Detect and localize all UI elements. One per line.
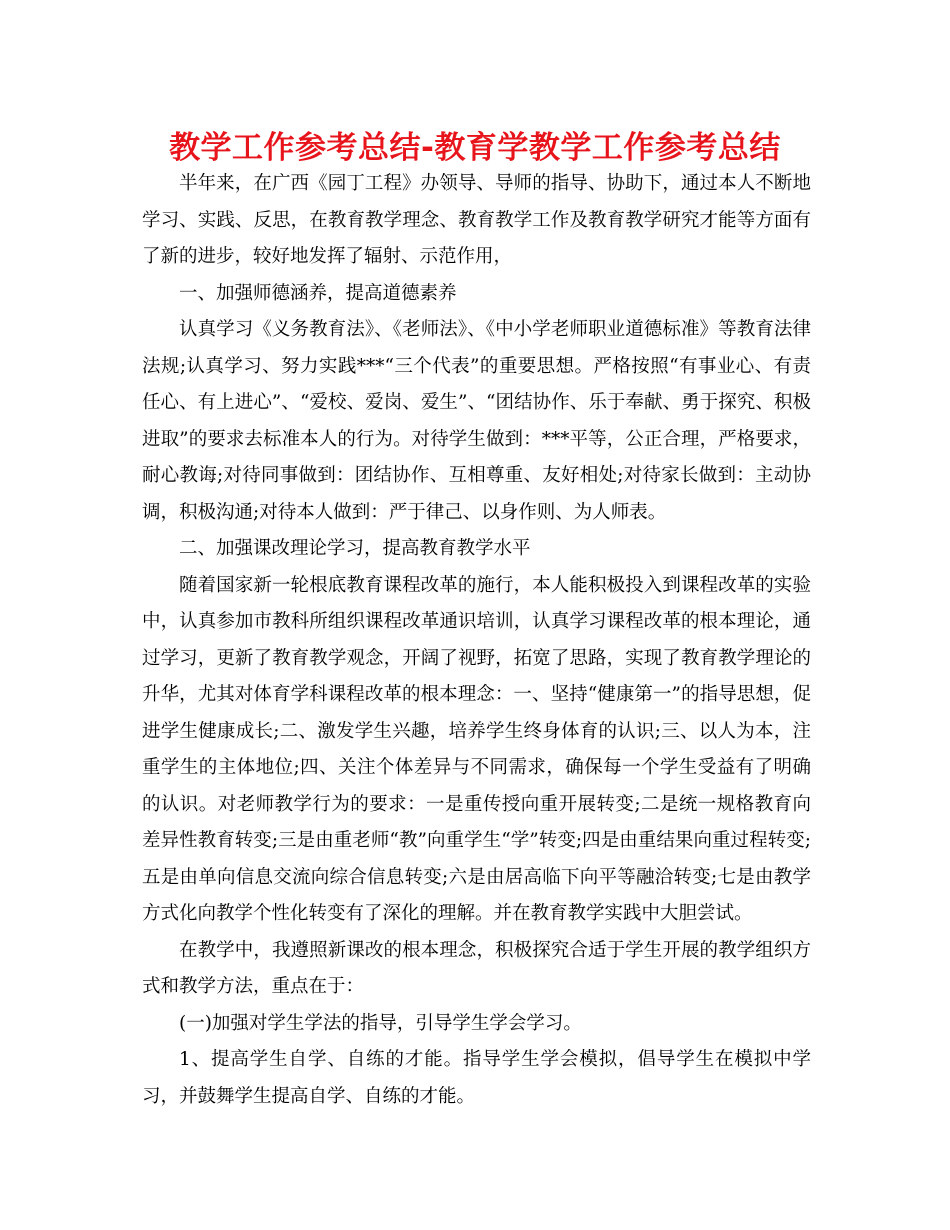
- section-heading-1: 一、加强师德涵养，提高道德素养: [179, 282, 457, 304]
- document-body: [142, 166, 811, 1115]
- paragraph-reform: 随着国家新一轮根底教育课程改革的施行，本人能积极投入到课程改革的实验中，认真参加市教科所组织课程改革通识培训，认真学习课程改革的根本理论，通过学习，更新了教育教学观念，开阔了视野，拓宽了思路，实现了教育教学理论的升华，尤其对体育学科课程改革的根本理念：一、坚持“健康第一”的指导思想，促进学生健康成长;二、激发学生兴趣，培养学生终身体育的认识;三、以人为本，注重学生的主体地位;四、关注个体差异与不同需求，确保每一个学生受益有了明确的认识。对老师教学行为的要求：一是重传授向重开展转变;二是统一规格教育向差异性教育转变;三是由重老师“教”向重学生“学”转变;四是由重结果向重过程转变;五是由单向信息交流向综合信息转变;六是由居高临下向平等融洽转变;七是由教学方式化向教学个性化转变有了深化的理解。并在教育教学实践中大胆尝试。: [142, 574, 811, 924]
- subsection-heading-1: (一)加强对学生学法的指导，引导学生学会学习。: [179, 1012, 582, 1034]
- section-heading-2: 二、加强课改理论学习，提高教育教学水平: [179, 538, 531, 559]
- paragraph-teaching: 在教学中，我遵照新课改的根本理念，积极探究合适于学生开展的教学组织方式和教学方法，重点在于：: [142, 939, 811, 997]
- paragraph-self-study: 1、提高学生自学、自练的才能。指导学生学会模拟，倡导学生在模拟中学习，并鼓舞学生提高自学、自练的才能。: [142, 1049, 811, 1107]
- paragraph-intro: 半年来，在广西《园丁工程》办领导、导师的指导、协助下，通过本人不断地学习、实践、反思，在教育教学理念、教育教学工作及教育教学研究才能等方面有了新的进步，较好地发挥了辐射、示范作用，: [142, 173, 811, 267]
- paragraph-ethics: 认真学习《义务教育法》、《老师法》、《中小学老师职业道德标准》等教育法律法规;认真学习、努力实践***“三个代表”的重要思想。严格按照“有事业心、有责任心、有上进心”、“爱校、爱岗、爱生”、“团结协作、乐于奉献、勇于探究、积极进取”的要求去标准本人的行为。对待学生做到：***平等，公正合理，严格要求，耐心教诲;对待同事做到：团结协作、互相尊重、友好相处;对待家长做到：主动协调，积极沟通;对待本人做到：严于律己、以身作则、为人师表。: [142, 319, 811, 523]
- document-title: 教学工作参考总结-教育学教学工作参考总结: [169, 130, 781, 166]
